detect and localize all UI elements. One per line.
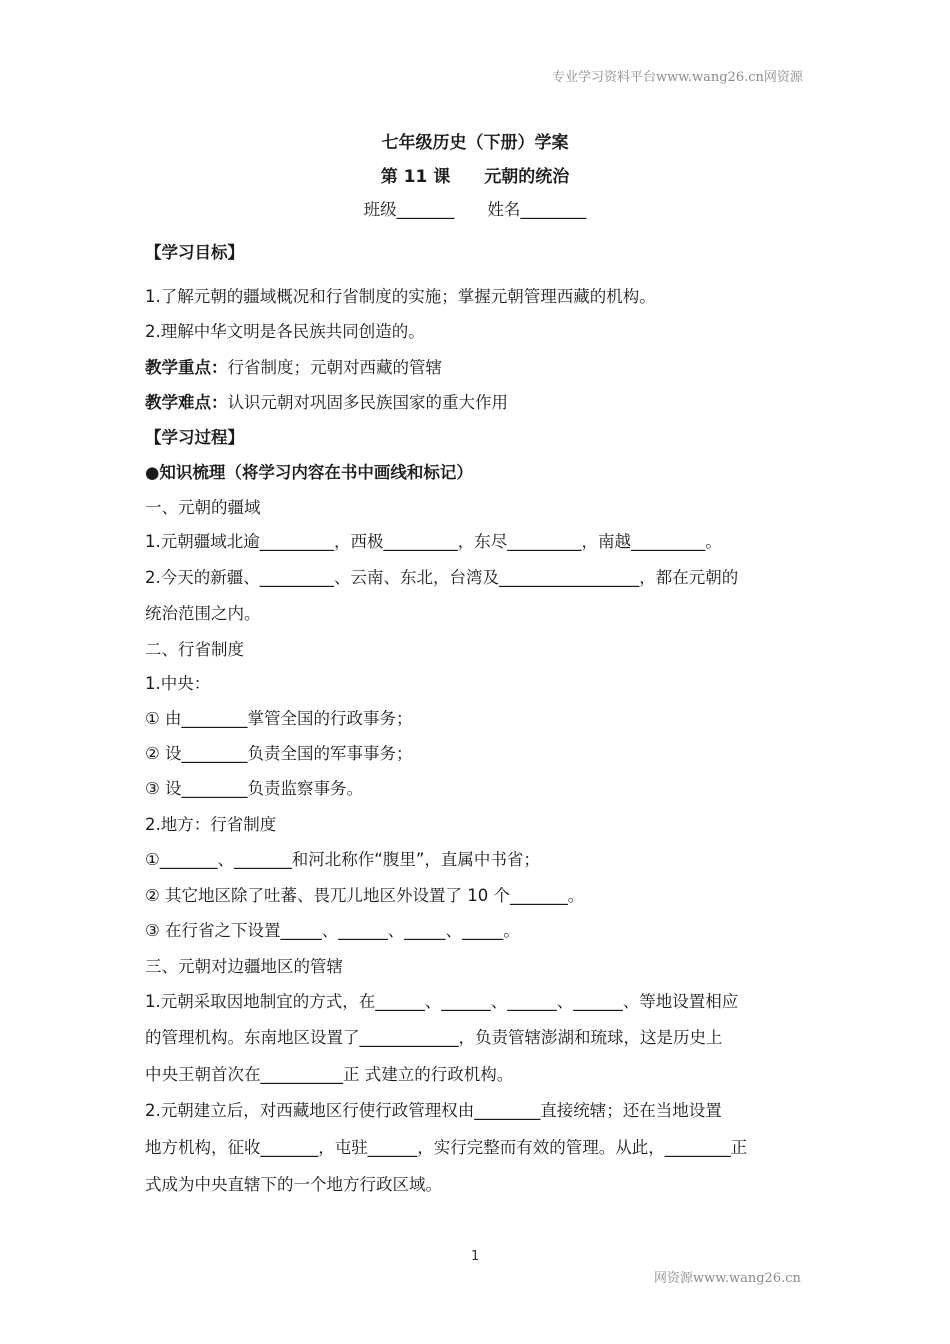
part2-local: 2.地方：行省制度 — [145, 815, 277, 834]
key-point-text: 行省制度；元朝对西藏的管辖 — [227, 358, 442, 377]
watermark-top: 专业学习资料平台www.wang26.cn网资源 — [552, 70, 803, 85]
part2-central: 1.中央： — [145, 674, 211, 693]
student-info: 班级_______ 姓名________ — [363, 200, 587, 219]
objective-2: 2.理解中华文明是各民族共同创造的。 — [145, 322, 425, 341]
part1-question-2-line-2: 统治范围之内。 — [145, 604, 261, 623]
lesson-title: 第 11 课 元朝的统治 — [380, 167, 570, 187]
part2-central-item-2: ② 设________负责全国的军事事务； — [145, 744, 413, 763]
section-objectives-heading: 【学习目标】 — [145, 243, 244, 262]
difficulty-text: 认识元朝对巩固多民族国家的重大作用 — [227, 393, 508, 412]
section-process-heading: 【学习过程】 — [145, 428, 244, 447]
part3-question-2-line-1: 2.元朝建立后，对西藏地区行使行政管理权由________直接统辖；还在当地设置 — [145, 1101, 722, 1120]
key-point — [145, 354, 442, 378]
part2-central-item-1: ① 由________掌管全国的行政事务； — [145, 709, 413, 728]
part2-central-item-3: ③ 设________负责监察事务。 — [145, 779, 364, 798]
difficulty-label: 教学难点： — [145, 393, 228, 412]
document-title: 七年级历史（下册）学案 — [381, 133, 569, 153]
part2-local-item-2: ② 其它地区除了吐蕃、畏兀儿地区外设置了 10 个_______。 — [145, 886, 585, 905]
watermark-bottom: 网资源www.wang26.cn — [654, 1271, 801, 1286]
part3-question-1-line-2: 的管理机构。东南地区设置了____________，负责管辖澎湖和琉球，这是历史上 — [145, 1028, 723, 1047]
part3-question-2-line-2: 地方机构，征收_______，屯驻______，实行完整而有效的管理。从此，________正 — [145, 1138, 748, 1157]
part2-local-item-1: ①_______、_______和河北称作“腹里”，直属中书省； — [145, 850, 540, 869]
part2-heading: 二、行省制度 — [145, 640, 244, 659]
part3-question-1-line-1: 1.元朝采取因地制宜的方式，在______、______、______、______、等地设置相应 — [145, 992, 739, 1011]
page-number: 1 — [471, 1249, 480, 1264]
part3-heading: 三、元朝对边疆地区的管辖 — [145, 957, 343, 976]
part1-heading: 一、元朝的疆域 — [145, 498, 261, 517]
part2-local-item-3: ③ 在行省之下设置_____、______、_____、_____。 — [145, 921, 520, 940]
key-point-label: 教学重点： — [145, 358, 228, 377]
objective-1: 1.了解元朝的疆域概况和行省制度的实施；掌握元朝管理西藏的机构。 — [145, 287, 656, 306]
difficulty — [145, 389, 508, 413]
part1-question-2-line-1: 2.今天的新疆、_________、云南、东北，台湾及_________________，都在元朝的 — [145, 568, 739, 587]
part1-question-1: 1.元朝疆域北逾_________，西极_________，东尽_________，南越_________。 — [145, 532, 722, 551]
knowledge-heading: ●知识梳理（将学习内容在书中画线和标记） — [145, 463, 473, 482]
part3-question-1-line-3: 中央王朝首次在__________正 式建立的行政机构。 — [145, 1065, 514, 1084]
part3-question-2-line-3: 式成为中央直辖下的一个地方行政区域。 — [145, 1175, 442, 1194]
